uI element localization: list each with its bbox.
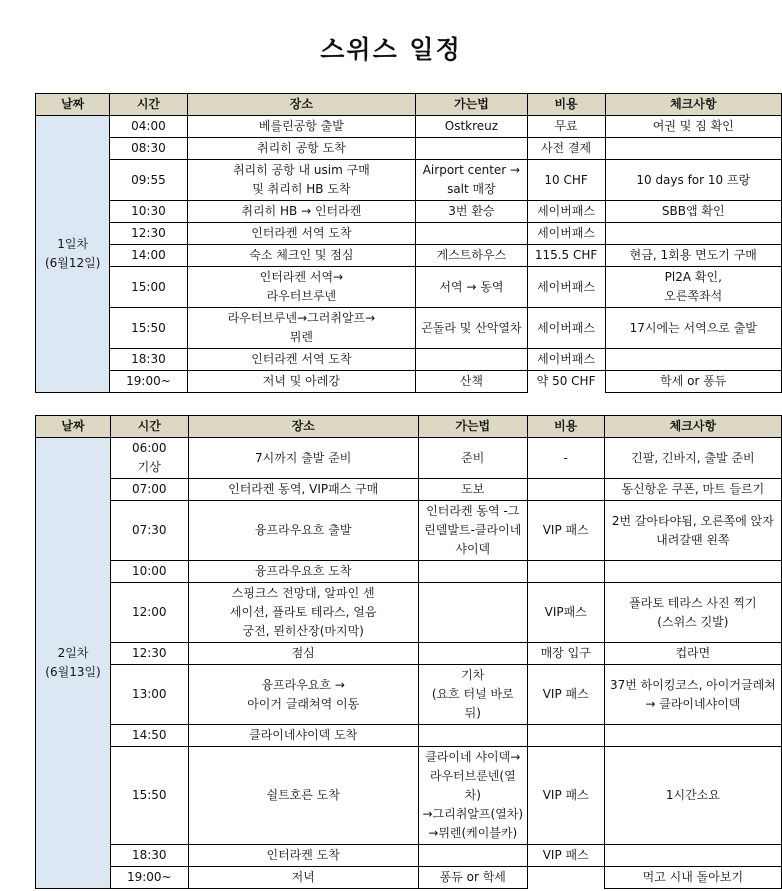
header-how: 가는법 xyxy=(418,416,527,438)
cost-cell: 세이버패스 xyxy=(527,201,605,223)
time-cell: 08:30 xyxy=(110,138,187,160)
check-cell: 먹고 시내 돌아보기 xyxy=(604,867,781,889)
place-cell: 인터라켄 서역→ 라우터브루넨 xyxy=(187,267,416,308)
check-cell xyxy=(604,725,781,747)
check-cell: 2번 갈아타야됨, 오른쪽에 앉자 내려갈땐 왼쪽 xyxy=(604,501,781,561)
cost-cell: 사전 결제 xyxy=(527,138,605,160)
schedule-row xyxy=(36,308,782,349)
how-cell: Ostkreuz xyxy=(416,116,527,138)
check-cell: 10 days for 10 프랑 xyxy=(605,160,781,201)
schedule-row xyxy=(36,245,782,267)
place-cell: 인터라켄 서역 도착 xyxy=(187,223,416,245)
place-cell: 인터라켄 도착 xyxy=(188,845,418,867)
how-cell: 3번 환승 xyxy=(416,201,527,223)
how-cell: 게스트하우스 xyxy=(416,245,527,267)
how-cell: 도보 xyxy=(418,479,527,501)
day-date: (6월13일) xyxy=(45,665,101,679)
place-cell: 저녁 xyxy=(188,867,418,889)
schedule-row xyxy=(36,438,782,479)
header-cost: 비용 xyxy=(527,416,604,438)
header-time: 시간 xyxy=(111,416,189,438)
check-cell xyxy=(605,138,781,160)
place-cell: 스핑크스 전망대, 알파인 센 세이션, 플라토 테라스, 얼음 궁전, 묀히산장(마지막) xyxy=(188,583,418,643)
schedule-row xyxy=(36,665,782,725)
how-cell: 퐁듀 or 학세 xyxy=(418,867,527,889)
schedule-row xyxy=(36,371,782,393)
check-cell: 플라토 테라스 사진 찍기 (스위스 깃발) xyxy=(604,583,781,643)
place-cell: 점심 xyxy=(188,643,418,665)
how-cell xyxy=(418,845,527,867)
schedule-row xyxy=(36,501,782,561)
check-cell xyxy=(604,561,781,583)
cost-cell: VIP 패스 xyxy=(527,501,604,561)
check-cell: 37번 하이킹코스, 아이거글레쳐 → 클라이네샤이덱 xyxy=(604,665,781,725)
header-row xyxy=(36,416,782,438)
schedule-table-day2 xyxy=(35,415,782,889)
place-cell: 저녁 및 아레강 xyxy=(187,371,416,393)
how-cell: 준비 xyxy=(418,438,527,479)
check-cell: Pl2A 확인, 오른쪽좌석 xyxy=(605,267,781,308)
header-check: 체크사항 xyxy=(604,416,781,438)
cost-cell xyxy=(527,867,604,889)
time-cell: 14:00 xyxy=(110,245,187,267)
cost-cell: 매장 입구 xyxy=(527,643,604,665)
check-cell: 동신항운 쿠폰, 마트 들르기 xyxy=(604,479,781,501)
place-cell: 인터라켄 동역, VIP패스 구매 xyxy=(188,479,418,501)
schedule-row xyxy=(36,747,782,845)
check-cell xyxy=(605,349,781,371)
how-cell xyxy=(418,583,527,643)
check-cell: 컵라면 xyxy=(604,643,781,665)
check-cell: 긴팔, 긴바지, 출발 준비 xyxy=(604,438,781,479)
schedule-row xyxy=(36,201,782,223)
day-label: 1일차 xyxy=(57,237,89,251)
time-cell: 18:30 xyxy=(111,845,189,867)
cost-cell xyxy=(527,561,604,583)
time-cell: 06:00 기상 xyxy=(111,438,189,479)
time-cell: 07:30 xyxy=(111,501,189,561)
check-cell xyxy=(604,845,781,867)
place-cell: 취리히 HB → 인터라켄 xyxy=(187,201,416,223)
day-label: 2일차 xyxy=(57,646,89,660)
place-cell: 베를린공항 출발 xyxy=(187,116,416,138)
check-cell: 17시에는 서역으로 출발 xyxy=(605,308,781,349)
check-cell xyxy=(605,223,781,245)
time-cell: 09:55 xyxy=(110,160,187,201)
time-cell: 15:50 xyxy=(111,747,189,845)
cost-cell: 세이버패스 xyxy=(527,223,605,245)
header-place: 장소 xyxy=(187,94,416,116)
cost-cell: VIP 패스 xyxy=(527,845,604,867)
schedule-row xyxy=(36,725,782,747)
place-cell: 융프라우요흐 도착 xyxy=(188,561,418,583)
cost-cell: VIP 패스 xyxy=(527,665,604,725)
check-cell: 1시간소요 xyxy=(604,747,781,845)
header-date: 날짜 xyxy=(36,416,111,438)
schedule-row xyxy=(36,138,782,160)
cost-cell: 약 50 CHF xyxy=(527,371,605,393)
place-cell: 융프라우요흐 → 아이거 글래쳐역 이동 xyxy=(188,665,418,725)
time-cell: 04:00 xyxy=(110,116,187,138)
place-cell: 취리히 공항 도착 xyxy=(187,138,416,160)
check-cell: 현금, 1회용 면도기 구매 xyxy=(605,245,781,267)
cost-cell: 세이버패스 xyxy=(527,308,605,349)
how-cell: 서역 → 동역 xyxy=(416,267,527,308)
time-cell: 12:30 xyxy=(111,643,189,665)
header-check: 체크사항 xyxy=(605,94,781,116)
page-title: 스위스 일정 xyxy=(320,35,462,64)
cost-cell xyxy=(527,725,604,747)
place-cell: 쉴트호른 도착 xyxy=(188,747,418,845)
check-cell: SBB앱 확인 xyxy=(605,201,781,223)
time-cell: 13:00 xyxy=(111,665,189,725)
place-cell: 융프라우요흐 출발 xyxy=(188,501,418,561)
cost-cell: VIP패스 xyxy=(527,583,604,643)
schedule-row xyxy=(36,561,782,583)
schedule-row xyxy=(36,845,782,867)
how-cell: 곤돌라 및 산악열차 xyxy=(416,308,527,349)
time-cell: 07:00 xyxy=(111,479,189,501)
how-cell xyxy=(418,561,527,583)
schedule-row xyxy=(36,349,782,371)
schedule-row xyxy=(36,867,782,889)
time-cell: 10:30 xyxy=(110,201,187,223)
cost-cell: 세이버패스 xyxy=(527,267,605,308)
schedule-row xyxy=(36,116,782,138)
schedule-row xyxy=(36,583,782,643)
time-cell: 12:30 xyxy=(110,223,187,245)
place-cell: 인터라켄 서역 도착 xyxy=(187,349,416,371)
cost-cell: VIP 패스 xyxy=(527,747,604,845)
how-cell xyxy=(416,223,527,245)
day-cell xyxy=(36,116,110,393)
place-cell: 숙소 체크인 및 점심 xyxy=(187,245,416,267)
day-date: (6월12일) xyxy=(44,256,101,270)
schedule-row xyxy=(36,223,782,245)
check-cell: 여권 및 짐 확인 xyxy=(605,116,781,138)
place-cell: 클라이네샤이덱 도착 xyxy=(188,725,418,747)
time-cell: 19:00~ xyxy=(111,867,189,889)
how-cell xyxy=(418,643,527,665)
how-cell xyxy=(416,349,527,371)
place-cell: 라우터브루넨→그러취알프→ 뮈렌 xyxy=(187,308,416,349)
cost-cell xyxy=(527,479,604,501)
header-cost: 비용 xyxy=(527,94,605,116)
cost-cell: 115.5 CHF xyxy=(527,245,605,267)
place-cell: 취리히 공항 내 usim 구매 및 취리히 HB 도착 xyxy=(187,160,416,201)
header-how: 가는법 xyxy=(416,94,527,116)
schedule-table-day1 xyxy=(35,93,782,393)
schedule-row xyxy=(36,479,782,501)
how-cell xyxy=(416,138,527,160)
time-cell: 15:50 xyxy=(110,308,187,349)
header-date: 날짜 xyxy=(36,94,110,116)
day-cell xyxy=(36,438,111,889)
time-cell: 18:30 xyxy=(110,349,187,371)
time-cell: 19:00~ xyxy=(110,371,187,393)
time-cell: 10:00 xyxy=(111,561,189,583)
how-cell: 산책 xyxy=(416,371,527,393)
cost-cell: 세이버패스 xyxy=(527,349,605,371)
how-cell: Airport center → salt 매장 xyxy=(416,160,527,201)
check-cell: 학세 or 퐁듀 xyxy=(605,371,781,393)
cost-cell: - xyxy=(527,438,604,479)
how-cell: 클라이네 샤이덱→ 라우터브룬넨(열차) →그리취알프(열차) →뮈렌(케이블카) xyxy=(418,747,527,845)
schedule-row xyxy=(36,160,782,201)
how-cell xyxy=(418,725,527,747)
cost-cell: 10 CHF xyxy=(527,160,605,201)
time-cell: 14:50 xyxy=(111,725,189,747)
schedule-row xyxy=(36,267,782,308)
header-place: 장소 xyxy=(188,416,418,438)
header-row xyxy=(36,94,782,116)
cost-cell: 무료 xyxy=(527,116,605,138)
how-cell: 인터라켄 동역 -그 린델발트-클라이네 샤이덱 xyxy=(418,501,527,561)
place-cell: 7시까지 출발 준비 xyxy=(188,438,418,479)
how-cell: 기차 (요흐 터널 바로 뒤) xyxy=(418,665,527,725)
time-cell: 12:00 xyxy=(111,583,189,643)
header-time: 시간 xyxy=(110,94,187,116)
schedule-row xyxy=(36,643,782,665)
time-cell: 15:00 xyxy=(110,267,187,308)
